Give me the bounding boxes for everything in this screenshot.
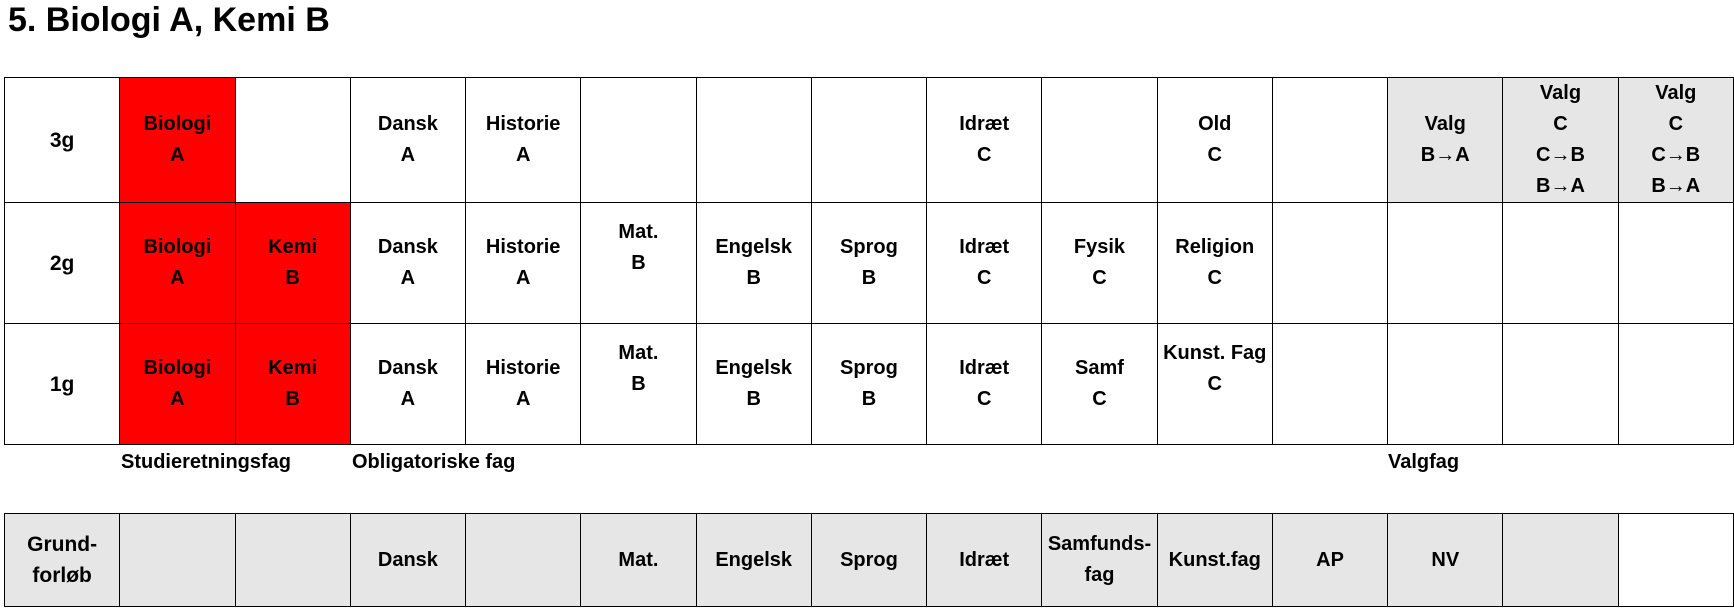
subject-level: B→A [1536, 175, 1585, 197]
subject-level: C [976, 267, 992, 289]
row-2g-cell-3-dansk [350, 203, 465, 324]
subject-name: Dansk [377, 236, 438, 258]
row-3g-cell-5-empty [581, 78, 696, 203]
caption-obligatoriske-fag: Obligatoriske fag [352, 451, 516, 473]
row-2g-cell-7-sprog [811, 203, 926, 324]
grundforloeb-cell-6-engelsk [696, 514, 811, 607]
subject-name: Engelsk [715, 357, 793, 379]
row-2g-cell-11-empty [1272, 203, 1387, 324]
row-3g-cell-4-historie [466, 78, 581, 203]
subject-level: A [515, 388, 531, 410]
subject-level: C [1668, 113, 1684, 135]
row-1g-cell-5-mat [581, 324, 696, 445]
subject-name: Mat. [618, 342, 659, 364]
row-2g-cell-14-empty [1618, 203, 1733, 324]
subject-name: Sprog [840, 236, 898, 258]
grundforloeb-cell-8-idræt [927, 514, 1042, 607]
subject-name: Kunst.fag [1168, 548, 1261, 571]
schedule-table [4, 77, 1734, 445]
subject-level: A [515, 267, 531, 289]
subject-level: C→B [1651, 144, 1701, 166]
subject-level: C [976, 388, 992, 410]
subject-name: Samf [1075, 357, 1124, 379]
subject-name: Mat. [618, 221, 659, 243]
row-1g-cell-11-empty [1272, 324, 1387, 445]
row-1g-cell-4-historie [466, 324, 581, 445]
subject-level: C [1092, 267, 1107, 289]
grundforloeb-cell-9-samfunds [1042, 514, 1157, 607]
row-2g-cell-1-biologi [120, 203, 235, 324]
row-1g-cell-10-kunst-fag [1157, 324, 1272, 445]
row-3g-cell-2-empty [235, 78, 350, 203]
subject-level: B [746, 267, 761, 289]
row-2g-cell-9-fysik [1042, 203, 1157, 324]
grundforloeb-cell-7-sprog [811, 514, 926, 607]
row-2g-cell-2-kemi [235, 203, 350, 324]
subject-level: C→B [1536, 144, 1585, 166]
row-1g-cell-8-idræt [927, 324, 1042, 445]
subject-name: Valg [1539, 82, 1582, 104]
row-2g-cell-6-engelsk [696, 203, 811, 324]
grundforloeb-table [4, 513, 1734, 607]
row-2g-cell-8-idræt [927, 203, 1042, 324]
subject-name: Old [1198, 113, 1232, 135]
subject-name: AP [1316, 548, 1344, 571]
row-1g-cell-1-biologi [120, 324, 235, 445]
subject-name: Kemi [268, 357, 318, 379]
subject-level: B→A [1651, 175, 1701, 197]
grundforloeb-label-line: Grund- [27, 533, 98, 556]
row-1g-cell-13-empty [1503, 324, 1618, 445]
caption-valgfag: Valgfag [1388, 451, 1460, 473]
subject-name: Biologi [143, 357, 212, 379]
row-3g-cell-3-dansk [350, 78, 465, 203]
table-row [5, 324, 1734, 445]
subject-level: C [976, 144, 992, 166]
table-row [5, 514, 1734, 607]
row-1g-cell-7-sprog [811, 324, 926, 445]
subject-name: Idræt [959, 548, 1010, 571]
row-1g-cell-3-dansk [350, 324, 465, 445]
subject-name: Kemi [268, 236, 318, 258]
grundforloeb-cell-2-empty [235, 514, 350, 607]
grundforloeb-label-line: forløb [32, 564, 92, 587]
row-3g-cell-9-empty [1042, 78, 1157, 203]
subject-level: B [631, 373, 646, 395]
subject-name: Fysik [1073, 236, 1126, 258]
grundforloeb-cell-3-dansk [350, 514, 465, 607]
subject-name: Religion [1175, 236, 1255, 258]
grundforloeb-cell-4-empty [466, 514, 581, 607]
row-3g-cell-7-empty [811, 78, 926, 203]
grundforloeb-cell-13-empty [1503, 514, 1618, 607]
subject-level: A [400, 388, 416, 410]
subject-name: Kunst. Fag [1163, 342, 1267, 364]
row-2g-cell-10-religion [1157, 203, 1272, 324]
subject-level: B [285, 267, 300, 289]
subject-name: Biologi [143, 236, 212, 258]
subject-level: B [285, 388, 300, 410]
subject-level: A [170, 144, 185, 166]
row-1g-cell-9-samf [1042, 324, 1157, 445]
grundforloeb-cell-10-kunst-fag [1157, 514, 1272, 607]
subject-name: Idræt [959, 113, 1010, 135]
subject-level: fag [1084, 564, 1115, 586]
row-3g-cell-12-valg [1388, 78, 1503, 203]
subject-name: Idræt [959, 357, 1010, 379]
subject-level: C [1092, 388, 1107, 410]
row-1g-cell-6-engelsk [696, 324, 811, 445]
subject-level: B [631, 252, 646, 274]
subject-name: Dansk [377, 113, 438, 135]
subject-level: B [861, 388, 877, 410]
row-2g-cell-4-historie [466, 203, 581, 324]
row-1g-cell-14-empty [1618, 324, 1733, 445]
subject-name: Idræt [959, 236, 1010, 258]
row-label: 2g [5, 203, 120, 324]
subject-name: Valg [1424, 113, 1466, 135]
subject-level: A [170, 388, 185, 410]
subject-name: Dansk [377, 357, 438, 379]
subject-level: B [746, 388, 761, 410]
subject-level: C [1207, 267, 1222, 289]
grundforloeb-cell-1-empty [120, 514, 235, 607]
subject-level: A [515, 144, 531, 166]
row-2g-cell-13-empty [1503, 203, 1618, 324]
row-3g-cell-10-old [1157, 78, 1272, 203]
grundforloeb-cell-14-empty [1618, 514, 1733, 607]
subject-name: Historie [485, 357, 561, 379]
subject-level: A [170, 267, 185, 289]
row-1g-cell-2-kemi [235, 324, 350, 445]
subject-level: C [1207, 144, 1222, 166]
subject-name: Dansk [377, 548, 438, 571]
subject-name: Valg [1655, 82, 1697, 104]
subject-name: Sprog [840, 548, 898, 571]
subject-name: Sprog [840, 357, 898, 379]
row-1g-cell-12-empty [1388, 324, 1503, 445]
subject-level: B→A [1420, 144, 1470, 166]
subject-name: Historie [485, 113, 561, 135]
row-3g-cell-13-valg [1503, 78, 1618, 203]
subject-name: Samfunds- [1047, 533, 1152, 555]
row-2g-cell-5-mat [581, 203, 696, 324]
subject-name: Mat. [618, 548, 659, 571]
grundforloeb-label [5, 514, 120, 607]
subject-level: C [1553, 113, 1568, 135]
subject-level: C [1207, 373, 1222, 395]
table-row [5, 203, 1734, 324]
subject-level: A [400, 267, 416, 289]
subject-name: Engelsk [715, 236, 793, 258]
table-row [5, 78, 1734, 203]
row-label: 1g [5, 324, 120, 445]
row-3g-cell-6-empty [696, 78, 811, 203]
row-label: 3g [5, 78, 120, 203]
row-3g-cell-8-idræt [927, 78, 1042, 203]
row-3g-cell-1-biologi [120, 78, 235, 203]
subject-name: Biologi [143, 113, 212, 135]
subject-name: Historie [485, 236, 561, 258]
row-3g-cell-11-empty [1272, 78, 1387, 203]
grundforloeb-cell-5-mat [581, 514, 696, 607]
grundforloeb-cell-12-nv [1388, 514, 1503, 607]
grundforloeb-cell-11-ap [1272, 514, 1387, 607]
row-2g-cell-12-empty [1388, 203, 1503, 324]
page-title: 5. Biologi A, Kemi B [8, 1, 330, 39]
subject-name: Engelsk [715, 548, 793, 571]
row-3g-cell-14-valg [1618, 78, 1733, 203]
subject-level: B [861, 267, 877, 289]
subject-name: NV [1431, 548, 1460, 571]
caption-studieretningsfag: Studieretningsfag [121, 451, 292, 473]
subject-level: A [400, 144, 416, 166]
